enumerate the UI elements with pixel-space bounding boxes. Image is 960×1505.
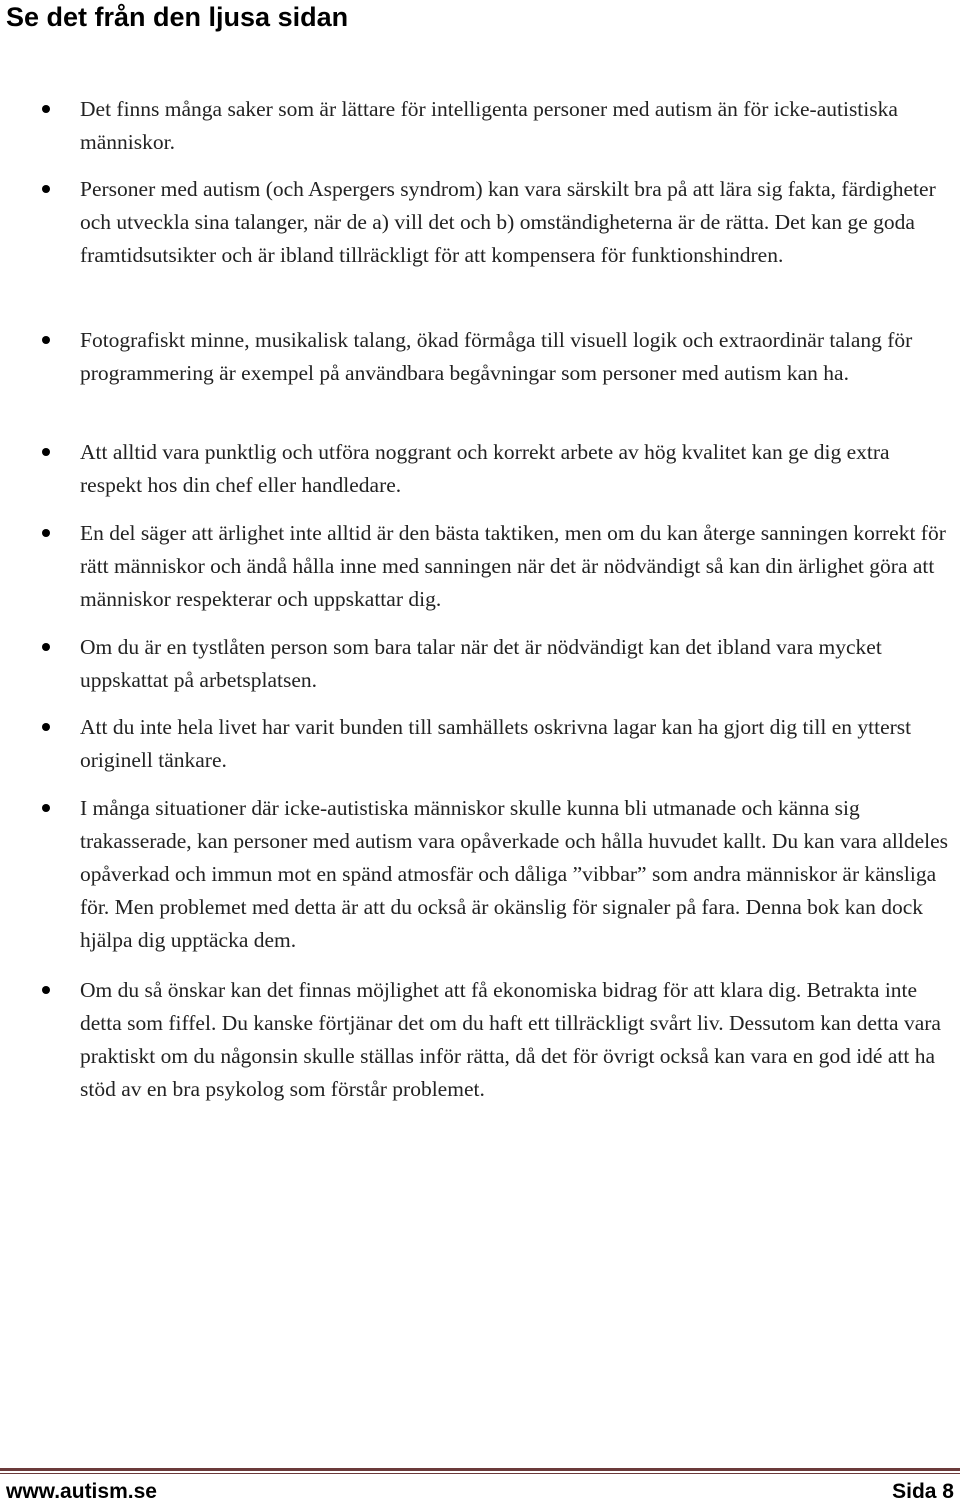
list-item-text: Om du är en tystlåten person som bara talar när det är nödvändigt kan det ibland vara mycket uppskattat på arbetsplatsen. — [80, 635, 882, 692]
list-item-text: Personer med autism (och Aspergers syndrom) kan vara särskilt bra på att lära sig fakta, färdigheter och utveckla sina talanger, när de a) vill det och b) omständigheterna är de rätta. Det kan ge goda framtidsutsikter och är ibland tillräckligt för att kompensera för funktionshindren. — [80, 177, 936, 267]
list-item-text: Det finns många saker som är lättare för intelligenta personer med autism än för icke-autistiska människor. — [80, 97, 898, 154]
list-item-text: Fotografiskt minne, musikalisk talang, ökad förmåga till visuell logik och extraordinär talang för programmering är exempel på användbara begåvningar som personer med autism kan ha. — [80, 328, 913, 385]
list-item — [80, 974, 956, 1106]
list-item-text: Att du inte hela livet har varit bunden till samhällets oskrivna lagar kan ha gjort dig till en ytterst originell tänkare. — [80, 715, 912, 772]
list-item-text: I många situationer där icke-autistiska människor skulle kunna bli utmanade och känna sig trakasserade, kan personer med autism vara opåverkade och hålla huvudet kallt. Du kan vara alldeles opåverkad och immun mot en spänd atmosfär och dåliga ”vibbar” som andra människor är känsliga för. Men problemet med detta är att du också är okänslig för signaler på fara. Denna bok kan dock hjälpa dig upptäcka dem. — [80, 796, 949, 952]
list-item — [80, 631, 956, 697]
list-item — [80, 93, 956, 159]
list-item — [80, 324, 956, 390]
bullet-icon — [42, 105, 50, 113]
bullet-icon — [42, 185, 50, 193]
list-item — [80, 711, 956, 777]
list-item — [80, 792, 956, 957]
bullet-icon — [42, 804, 50, 812]
footer-url: www.autism.se — [6, 1480, 157, 1503]
bullet-icon — [42, 723, 50, 731]
list-item — [80, 517, 956, 616]
list-item-text: Om du så önskar kan det finnas möjlighet att få ekonomiska bidrag för att klara dig. Betrakta inte detta som fiffel. Du kanske förtjänar det om du haft ett tillräckligt svårt liv. Dessutom kan detta vara praktiskt om du någonsin skulle ställas inför rätta, då det för övrigt också kan vara en god idé att ha stöd av en bra psykolog som förstår problemet. — [80, 978, 941, 1101]
footer-divider-thin — [0, 1473, 960, 1474]
bullet-icon — [42, 529, 50, 537]
bullet-icon — [42, 643, 50, 651]
page-title: Se det från den ljusa sidan — [6, 2, 349, 32]
footer-divider — [0, 1468, 960, 1471]
bullet-icon — [42, 986, 50, 994]
list-item — [80, 173, 956, 272]
page-number: Sida 8 — [892, 1480, 954, 1503]
list-item — [80, 436, 956, 502]
bullet-icon — [42, 336, 50, 344]
list-item-text: En del säger att ärlighet inte alltid är den bästa taktiken, men om du kan återge sanningen korrekt för rätt människor och ändå hålla inne med sanningen när det är nödvändigt så kan din ärlighet göra att människor respekterar och uppskattar dig. — [80, 521, 946, 611]
list-item-text: Att alltid vara punktlig och utföra noggrant och korrekt arbete av hög kvalitet kan ge dig extra respekt hos din chef eller handledare. — [80, 440, 890, 497]
bullet-icon — [42, 448, 50, 456]
